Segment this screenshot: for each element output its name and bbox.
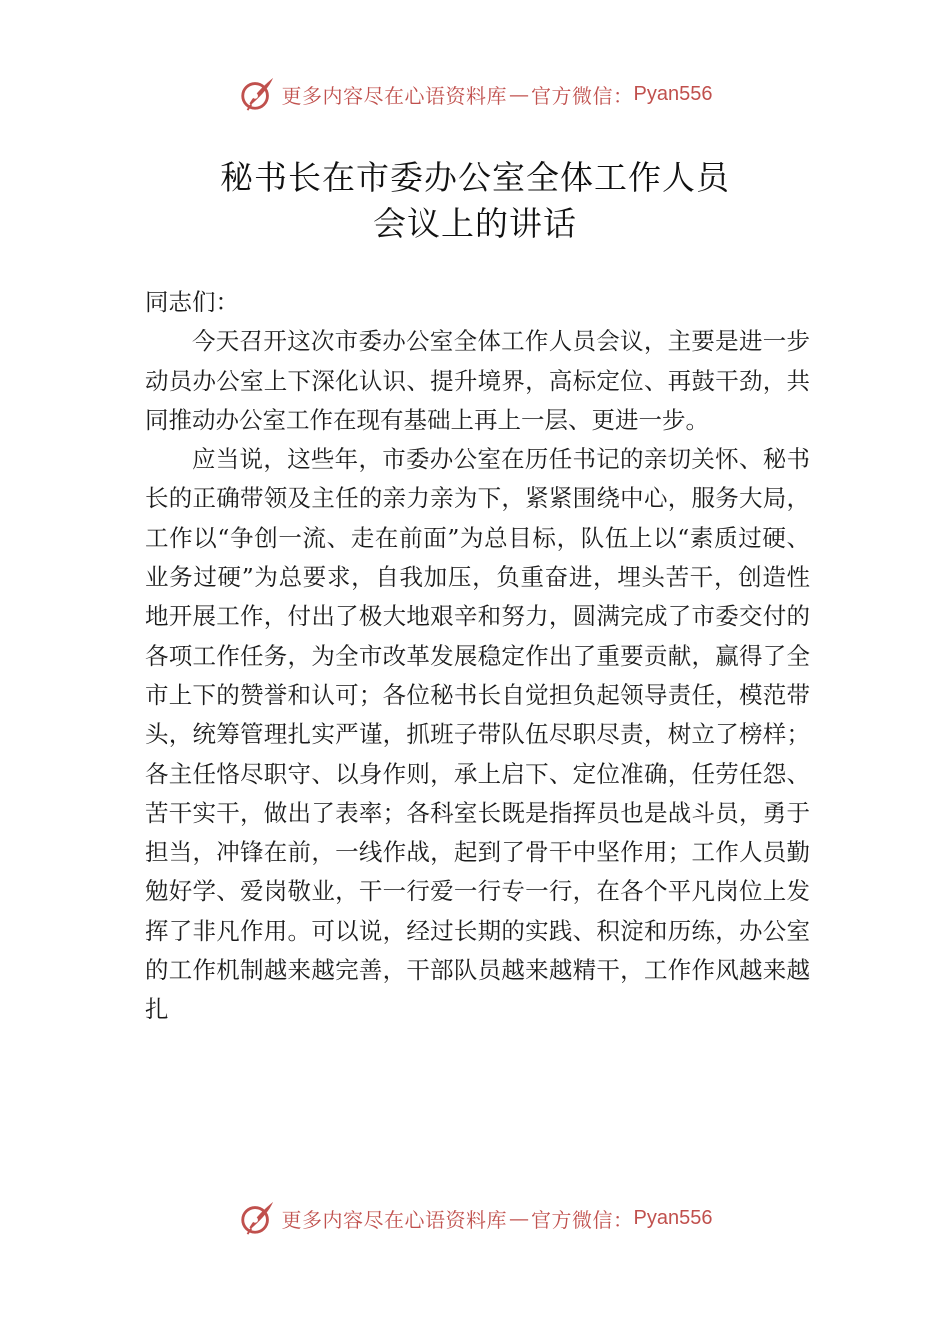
title-line-1: 秘书长在市委办公室全体工作人员: [220, 158, 730, 197]
footer-watermark-banner: [0, 1196, 950, 1240]
header-watermark-banner: [0, 72, 950, 116]
document-title: [0, 155, 950, 247]
document-body: [145, 283, 810, 1030]
title-line-2: 会议上的讲话: [373, 204, 577, 243]
paragraph-2: 应当说，这些年，市委办公室在历任书记的亲切关怀、秘书长的正确带领及主任的亲力亲为下，紧紧围绕中心，服务大局，工作以“争创一流、走在前面”为总目标，队伍上以“素质过硬、业务过硬”为总要求，自我加压，负重奋进，埋头苦干，创造性地开展工作，付出了极大地艰辛和努力，圆满完成了市委交付的各项工作任务，为全市改革发展稳定作出了重要贡献，赢得了全市上下的赞誉和认可；各位秘书长自觉担负起领导责任，模范带头，统筹管理扎实严谨，抓班子带队伍尽职尽责，树立了榜样；各主任恪尽职守、以身作则，承上启下、定位准确，任劳任怨、苦干实干，做出了表率；各科室长既是指挥员也是战斗员，勇于担当，冲锋在前，一线作战，起到了骨干中坚作用；工作人员勤勉好学、爱岗敬业，干一行爱一行专一行，在各个平凡岗位上发挥了非凡作用。可以说，经过长期的实践、积淀和历练，办公室的工作机制越来越完善，干部队员越来越精干，工作作风越来越扎: [145, 445, 810, 1024]
banner-separator: —: [509, 1206, 530, 1230]
banner-contact-label: 官方微信：: [531, 1207, 634, 1232]
banner-contact-id: Pyan556: [633, 1206, 713, 1229]
paragraph-1: 今天召开这次市委办公室全体工作人员会议，主要是进一步动员办公室上下深化认识、提升境界，高标定位、再鼓干劲，共同推动办公室工作在现有基础上再上一层、更进一步。: [145, 327, 810, 434]
banner-contact-label: 官方微信：: [531, 83, 634, 108]
banner-text: 更多内容尽在心语资料库: [281, 83, 508, 108]
salutation: 同志们：: [145, 288, 239, 316]
banner-contact-id: Pyan556: [633, 82, 713, 105]
quill-logo-icon: [238, 75, 276, 113]
quill-logo-icon: [238, 1199, 276, 1237]
banner-text: 更多内容尽在心语资料库: [281, 1207, 508, 1232]
banner-separator: —: [509, 82, 530, 106]
